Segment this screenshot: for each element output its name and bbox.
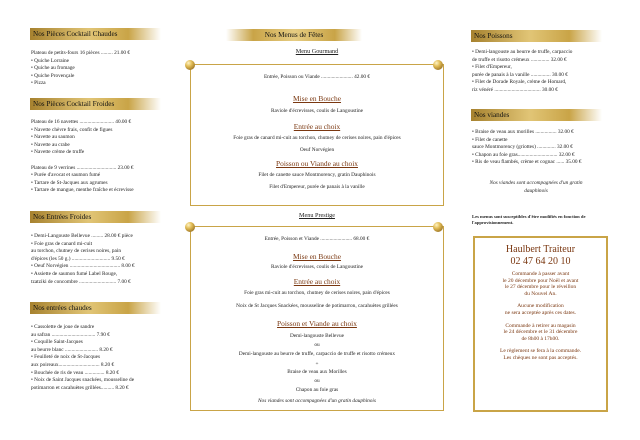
traiteur-payment	[475, 348, 606, 361]
list-item: au beurre blanc ......................... 8.20 €	[31, 346, 113, 353]
list-item: • Demi-langouste au beurre de truffe, carpaccio	[472, 49, 573, 55]
list-item: • Cassolette de joue de sandre	[31, 324, 95, 330]
menu-prestige-l10: Chapon au foie gras	[295, 387, 339, 393]
text-line: ne sera acceptée après ces dates.	[504, 309, 577, 316]
menu-prestige-l4: Demi-langouste Bellevue	[290, 333, 344, 339]
header-entrees-froides: Nos Entrées Froides	[30, 211, 161, 223]
list-item: • Pizza	[31, 80, 46, 87]
header-entrees-chaudes: Nos entrées chaudes	[30, 302, 161, 314]
text-line: Les chèques ne sont pas acceptés.	[503, 354, 578, 361]
list-item: • Ris de veau flambés, crème et cognac ...... 35.00 €	[472, 159, 582, 166]
menu-gourmand-price: Entrée, Poisson ou Viande ........................ 42.00 €	[263, 74, 371, 80]
list-item: • Tartare de St-Jacques aux agrumes	[31, 179, 108, 186]
list-item: • Navette au saumon	[31, 134, 75, 141]
menu-gourmand-box	[190, 48, 444, 206]
menu-prestige-l1: Raviole d'écrevisses, coulis de Langoustine	[270, 264, 363, 270]
menu-prestige-l6: Demi-langouste au beurre de truffe, carpaccio de truffe et risotto crémeux	[238, 351, 396, 357]
list-item: aux poireaux............................... 8.20 €	[31, 361, 115, 368]
traiteur-box	[473, 236, 608, 412]
text-line: de 8h00 à 17h00.	[521, 335, 560, 342]
gold-ball-icon	[433, 222, 443, 232]
list-item: potimarron et cacahuètes grillées.......... 8.20 €	[31, 384, 129, 391]
list-item: • Quiche Provençale	[31, 72, 75, 79]
menu-prestige-l7: +	[315, 361, 319, 367]
list-item: • Navette crème de truffe	[31, 149, 85, 156]
list-item: riz vénéré ................................... 30.00 €	[472, 86, 558, 93]
section-entrees-chaudes	[31, 324, 134, 392]
list-item: • Braise de veau aux morilles ................ 32.00 €	[472, 129, 574, 135]
section-cocktail-chaudes	[31, 50, 130, 88]
header-menus-fetes: Nos Menus de Fêtes	[226, 29, 362, 41]
menu-prestige-note: Nos viandes sont accompagnées d'un gratin dauphinois	[258, 398, 376, 404]
list-item: purée de panais à la vanille ............... 30.00 €	[472, 71, 568, 78]
text-line: Aucune modification	[517, 303, 564, 310]
list-item: • Filet d'Empereur,	[472, 64, 512, 71]
traiteur-pickup	[475, 323, 606, 343]
menu-prestige-h3: Poisson et Viande au choix	[277, 319, 357, 328]
text-line: du Nouvel An.	[524, 290, 557, 297]
text-line: Commande à passer avant	[511, 271, 570, 277]
list-item: tzatziki de concombre ............................ 7.00 €	[31, 278, 131, 285]
menu-gourmand-title: Menu Gourmand	[295, 48, 339, 55]
section-poissons	[472, 49, 572, 95]
traiteur-name: Haulbert Traiteur	[505, 244, 576, 255]
gold-ball-icon	[185, 60, 195, 70]
list-item: • Purée d'avocat et saumon fumé	[31, 172, 101, 179]
list-item: • Noix de Saint Jacques snackées, mousseline de	[31, 377, 135, 384]
menu-prestige-l9: ou	[314, 378, 320, 384]
text-line: Le règlement se fera à la commande.	[499, 348, 582, 355]
menu-prestige-price: Entrée, Poisson et Viande ........................ 68.00 €	[264, 236, 370, 242]
menu-prestige-box	[190, 212, 444, 411]
list-item: • Tartare de mangue, menthe fraîche et écrevisse	[31, 187, 134, 194]
section-entrees-froides	[31, 233, 135, 286]
menu-gourmand-h2: Entrée au choix	[293, 122, 341, 131]
list-item: • Quiche Lorraine	[31, 57, 70, 64]
gold-ball-icon	[433, 60, 443, 70]
gold-ball-icon	[185, 222, 195, 232]
list-item: • Quiche au fromage	[31, 65, 75, 72]
section-viandes	[472, 129, 582, 167]
list-item: • Navette chèvre frais, confit de figues	[31, 126, 113, 133]
text-line: Commande à retirer au magasin	[505, 322, 576, 329]
list-item: d'épices (les 50 g.) ............................. 9.50 €	[31, 255, 125, 262]
list-item: • Navette au crabe	[31, 141, 70, 148]
list-item: sauce Montmorency (griottes) .............. 32.00 €	[472, 144, 573, 151]
list-item: • Foie gras de canard mi-cuit	[31, 240, 93, 247]
list-item: au torchon, chutney de cerises noires, pain	[31, 248, 122, 255]
viandes-note: Nos viandes sont accompagnées d'un gratin dauphinois	[489, 180, 583, 194]
menu-gourmand-l5: Filet d'Empereur, purée de panais à la vanille	[269, 184, 365, 190]
list-item: Plateau de 9 verrines .............................. 23.00 €	[31, 164, 134, 171]
list-item: Plateau de 16 navettes .......................... 40.00 €	[31, 119, 132, 125]
list-item: • Oeuf Norvégien ...................................... 8.00 €	[31, 263, 135, 270]
list-item: • Bouchée de ris de veau ............... 8.20 €	[31, 369, 120, 376]
list-item: • Assiette de saumon fumé Label Rouge,	[31, 270, 118, 277]
list-item	[31, 157, 134, 165]
list-item: • Filet de canette	[472, 136, 508, 143]
traiteur-no-modification	[475, 303, 606, 316]
list-item: • Feuilleté de noix de St-Jacques	[31, 354, 101, 361]
header-cocktail-chaudes: Nos Pièces Cocktail Chaudes	[30, 28, 161, 40]
menu-prestige-l5: ou	[314, 342, 320, 348]
section-cocktail-froides	[31, 119, 134, 195]
menu-prestige-h1: Mise en Bouche	[292, 252, 342, 261]
header-cocktail-froides: Nos Pièces Cocktail Froides	[30, 98, 161, 110]
menu-gourmand-l1: Raviole d'écrevisses, coulis de Langoustine	[270, 108, 363, 114]
menu-prestige-title: Menu Prestige	[299, 212, 335, 219]
menu-gourmand-l4: Filet de canette sauce Montmorency, gratin Dauphinois	[258, 172, 376, 178]
menu-gourmand-l3: Oeuf Norvégien	[299, 147, 335, 153]
text-line: le 27 décembre pour le réveillon	[504, 284, 577, 291]
menu-gourmand-l2: Foie gras de canard mi-cuit au torchon, chutney de cerises noires, pain d'épices	[233, 135, 401, 141]
menu-prestige-h2: Entrée au choix	[293, 277, 341, 286]
list-item: • Filet de Dorade Royale, crème de Homard,	[472, 79, 567, 86]
header-poissons: Nos Poissons	[471, 30, 602, 42]
traiteur-phone: 02 47 64 20 10	[510, 256, 571, 267]
menu-prestige-l8: Braise de veau aux Morilles	[287, 369, 347, 375]
traiteur-order-deadline	[475, 271, 606, 297]
list-item: de truffe et risotto crémeux .............. 32.00 €	[472, 56, 567, 63]
menu-prestige-l3: Noix de St Jacques Snackées, mousseline de potimarron, cacahuètes grillées	[236, 303, 398, 309]
menu-prestige-l2: Foie gras mi-cuit au torchon, chutney de cerises noires, pain d'épices	[244, 290, 390, 296]
list-item: au safran ................................. 7.90 €	[31, 331, 110, 338]
menu-gourmand-h1: Mise en Bouche	[292, 94, 342, 103]
list-item: Plateau de petits-fours 16 pièces ......... 21.00 €	[31, 50, 131, 56]
notice: Les menus sont susceptibles d'être modifiés en fonction de l'approvisionnement.	[472, 214, 586, 225]
header-viandes: Nos viandes	[471, 109, 602, 121]
list-item: • Coquille Saint-Jacques	[31, 339, 83, 346]
text-line: le 24 décembre et le 31 décembre	[503, 329, 578, 336]
list-item: • Chapon au foie gras.............................. 32.00 €	[472, 151, 575, 158]
text-line: le 20 décembre pour Noël et avant	[502, 277, 579, 284]
menu-gourmand-h3: Poisson ou Viande au choix	[276, 159, 358, 168]
list-item: • Demi-Langouste Bellevue ......... 28.00 € pièce	[31, 233, 133, 239]
